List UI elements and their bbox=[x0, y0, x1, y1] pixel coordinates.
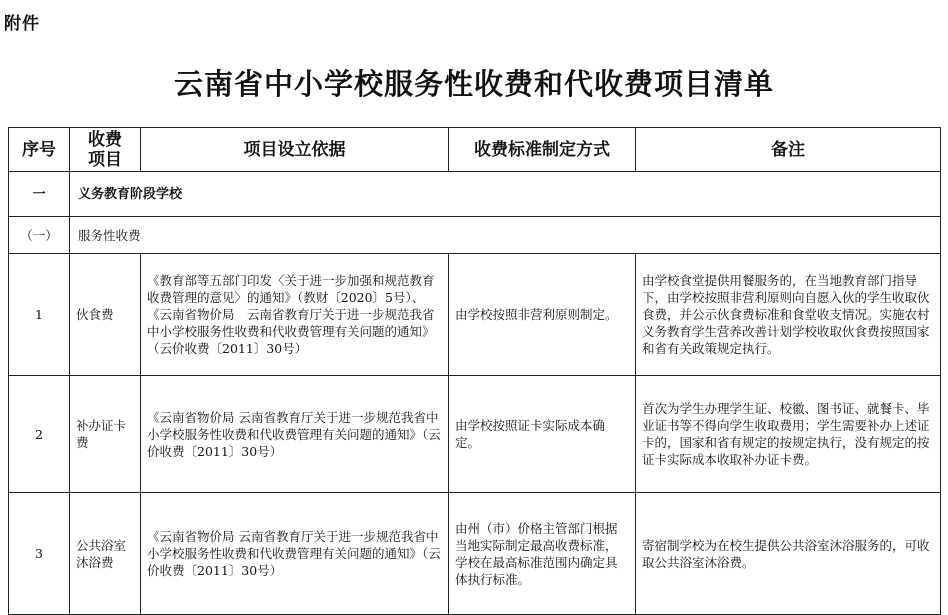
row-standard: 由学校按照证卡实际成本确定。 bbox=[449, 376, 636, 493]
fee-table bbox=[8, 127, 941, 615]
row-num: 1 bbox=[9, 254, 70, 376]
table-row bbox=[9, 493, 941, 615]
row-basis: 《云南省物价局 云南省教育厅关于进一步规范我省中小学校服务性收费和代收费管理有关问题的通知》（云价收费〔2011〕30号） bbox=[141, 493, 449, 615]
table-row bbox=[9, 254, 941, 376]
row-item-name: 公共浴室沐浴费 bbox=[70, 493, 141, 615]
row-num: 2 bbox=[9, 376, 70, 493]
row-standard: 由学校按照非营利原则制定。 bbox=[449, 254, 636, 376]
section-row bbox=[9, 172, 941, 217]
row-basis: 《教育部等五部门印发〈关于进一步加强和规范教育收费管理的意见〉的通知》（教财〔2020〕5号）、《云南省物价局 云南省教育厅关于进一步规范我省中小学校服务性收费和代收费管理有关问题的通知》（云价收费〔2011〕30号） bbox=[141, 254, 449, 376]
table-row bbox=[9, 376, 941, 493]
col-header-seq: 序号 bbox=[9, 128, 70, 172]
row-item-name: 伙食费 bbox=[70, 254, 141, 376]
table-header-row bbox=[9, 128, 941, 172]
row-note: 首次为学生办理学生证、校徽、图书证、就餐卡、毕业证书等不得向学生收取费用；学生需要补办上述证卡的，国家和省有规定的按规定执行，没有规定的按证卡实际成本收取补办证卡费。 bbox=[636, 376, 941, 493]
row-note: 寄宿制学校为在校生提供公共浴室沐浴服务的，可收取公共浴室沐浴费。 bbox=[636, 493, 941, 615]
col-header-basis: 项目设立依据 bbox=[141, 128, 449, 172]
document-title: 云南省中小学校服务性收费和代收费项目清单 bbox=[173, 67, 774, 101]
section-label: 义务教育阶段学校 bbox=[70, 172, 941, 217]
row-basis: 《云南省物价局 云南省教育厅关于进一步规范我省中小学校服务性收费和代收费管理有关问题的通知》（云价收费〔2011〕30号） bbox=[141, 376, 449, 493]
row-note: 由学校食堂提供用餐服务的，在当地教育部门指导下，由学校按照非营利原则向自愿入伙的学生收取伙食费，并公示伙食费标准和食堂收支情况。实施农村义务教育学生营养改善计划学校收取伙食费按照国家和省有关政策规定执行。 bbox=[636, 254, 941, 376]
col-header-note: 备注 bbox=[636, 128, 941, 172]
col-header-item: 收费 项目 bbox=[70, 128, 141, 172]
subsection-num: （一） bbox=[9, 217, 70, 254]
col-header-standard: 收费标准制定方式 bbox=[449, 128, 636, 172]
section-num: 一 bbox=[9, 172, 70, 217]
row-standard: 由州（市）价格主管部门根据当地实际制定最高收费标准，学校在最高标准范围内确定具体执行标准。 bbox=[449, 493, 636, 615]
row-num: 3 bbox=[9, 493, 70, 615]
row-item-name: 补办证卡费 bbox=[70, 376, 141, 493]
attachment-label: 附件 bbox=[4, 14, 40, 34]
subsection-label: 服务性收费 bbox=[70, 217, 941, 254]
subsection-row bbox=[9, 217, 941, 254]
